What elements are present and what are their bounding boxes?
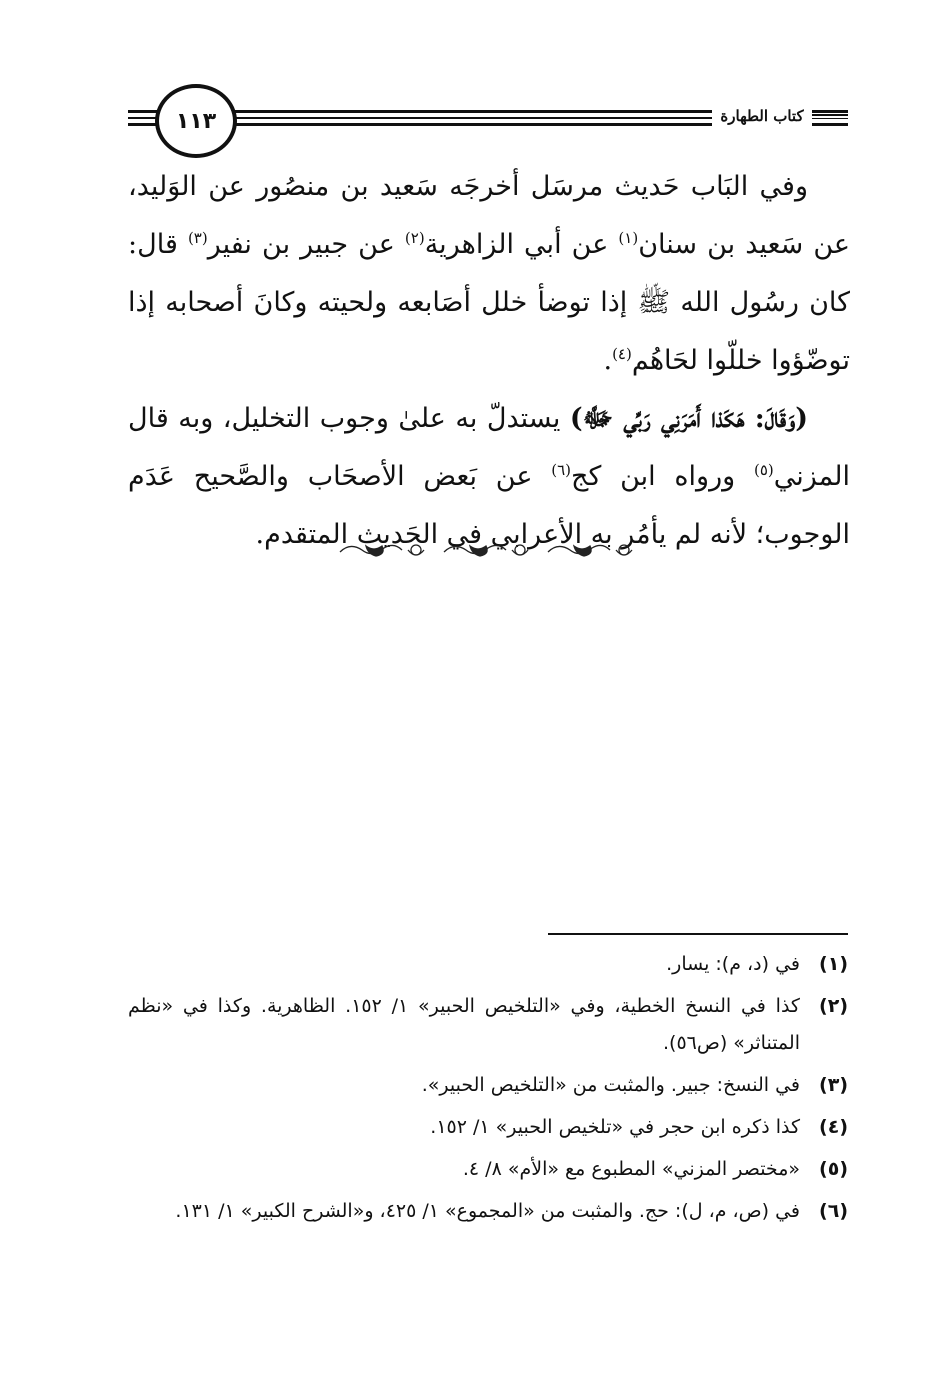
footnote-ref-3[interactable]: (٣) — [187, 229, 208, 247]
text-segment: يستدلّ به علىٰ وجوب التخليل، وبه قال المزني — [128, 403, 850, 492]
footnote-number: (٣) — [819, 1074, 848, 1096]
main-text — [128, 158, 850, 564]
quoted-matn: (وَقَالَ: هَكَذا أَمَرَنِي رَبِّي ﷻ) — [569, 403, 808, 434]
running-header-title: كتاب الطهارة — [712, 104, 812, 128]
text-segment: . — [603, 345, 613, 376]
footnote-number: (٤) — [819, 1116, 848, 1138]
footnote-item — [128, 1151, 848, 1188]
text-segment: عن بَعض الأصحَاب والصَّحيح عَدَم الوجوب؛ لأنه لم يأمُر به الأعرابي في الحَديث المتقدم. — [128, 461, 850, 550]
text-segment: قال: كان رسُول الله ﷺ إذا توضأ خلل أصَابعه ولحيته وكانَ أصحابه إذا توضّؤوا خللّوا لحَاهُم — [128, 229, 850, 376]
footnote-text: «مختصر المزني» المطبوع مع «الأم» ٨/ ٤. — [462, 1158, 800, 1180]
footnote-ref-1[interactable]: (١) — [618, 229, 639, 247]
text-segment: ورواه ابن كج — [571, 461, 754, 492]
footnote-ref-5[interactable]: (٥) — [753, 461, 774, 479]
footnote-ref-4[interactable]: (٤) — [612, 345, 632, 363]
footnote-number: (٦) — [819, 1200, 848, 1222]
footnote-number: (٥) — [819, 1158, 848, 1180]
paragraph-1 — [128, 158, 850, 390]
text-segment: عن أبي الزاهرية — [424, 229, 619, 260]
footnote-text: في النسخ: جبير. والمثبت من «التلخيص الحبير». — [421, 1074, 800, 1096]
footnote-text: في (ص، م، ل): حج. والمثبت من «المجموع» ١/ ٤٢٥، و«الشرح الكبير» ١/ ١٣١. — [175, 1200, 800, 1222]
page-number: ١١٣ — [175, 108, 217, 134]
footnotes — [128, 946, 848, 1235]
footnote-text: في (د، م): يسار. — [666, 953, 800, 975]
footnote-item — [128, 1109, 848, 1146]
footnote-number: (١) — [819, 953, 848, 975]
page-number-circle — [155, 84, 237, 158]
footnote-item — [128, 988, 848, 1062]
text-segment: عن جبير بن نفير — [207, 229, 405, 260]
header-dash — [812, 114, 848, 118]
footnote-item — [128, 1193, 848, 1230]
footnote-separator — [548, 933, 848, 935]
footnote-ref-2[interactable]: (٢) — [404, 229, 425, 247]
footnote-text: كذا في النسخ الخطية، وفي «التلخيص الحبير» ١/ ١٥٢. الظاهرية. وكذا في «نظم المتناثر» (ص٥٦). — [128, 995, 800, 1054]
footnote-item — [128, 1067, 848, 1104]
section-ornament — [336, 538, 644, 564]
footnote-text: كذا ذكره ابن حجر في «تلخيص الحبير» ١/ ١٥٢. — [430, 1116, 800, 1138]
text-segment: وفي البَاب حَديث مرسَل أخرجَه سَعيد بن منصُور عن الوَليد، عن سَعيد بن سنان — [128, 171, 850, 260]
footnote-item — [128, 946, 848, 983]
footnote-ref-6[interactable]: (٦) — [551, 461, 572, 479]
footnote-number: (٢) — [819, 995, 848, 1017]
